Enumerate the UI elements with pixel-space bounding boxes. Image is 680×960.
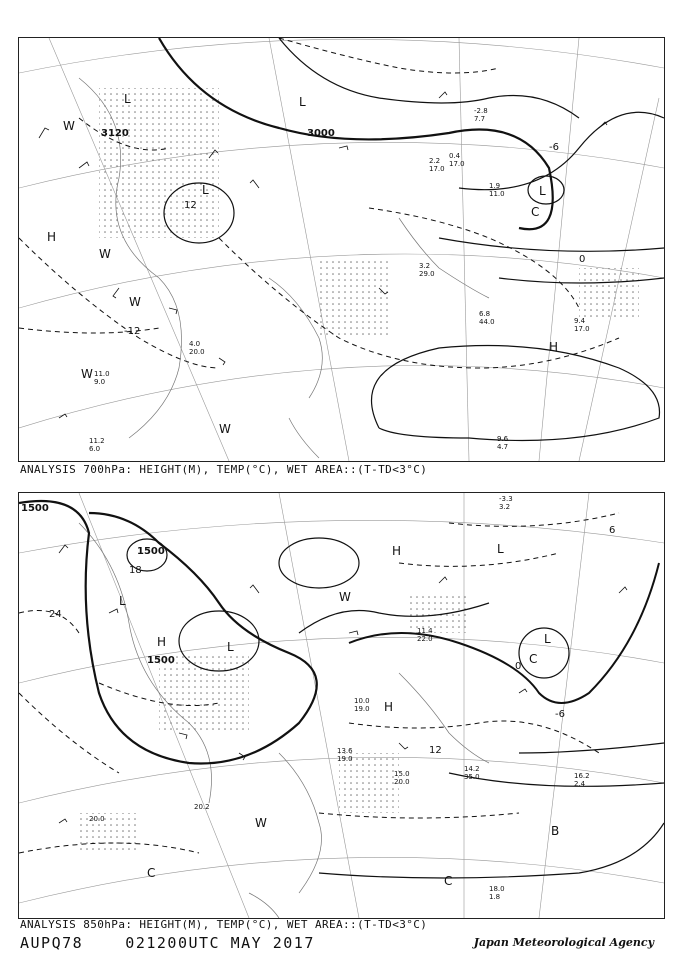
station-value: -2.8 bbox=[474, 107, 488, 115]
contour-label: 3000 bbox=[307, 128, 335, 139]
station-value: 2.2 bbox=[429, 157, 441, 165]
contour-label: 1500 bbox=[147, 655, 175, 666]
contour-label: 6 bbox=[609, 525, 616, 536]
station-value: 1.8 bbox=[489, 893, 501, 901]
station-value: 17.0 bbox=[449, 160, 465, 168]
low-center: L bbox=[497, 542, 504, 556]
contour-label: -12 bbox=[124, 326, 141, 337]
station-value: 6.0 bbox=[89, 445, 101, 453]
low-center: L bbox=[202, 183, 209, 197]
station-value: 18.0 bbox=[489, 885, 505, 893]
map-panel-850hpa bbox=[18, 492, 665, 919]
high-center: H bbox=[549, 340, 559, 354]
high-center: H bbox=[157, 635, 167, 649]
high-center: H bbox=[47, 230, 57, 244]
contour-label: 3120 bbox=[101, 128, 129, 139]
high-center: H bbox=[392, 544, 402, 558]
map-700hpa bbox=[19, 38, 664, 461]
station-value: 7.7 bbox=[474, 115, 486, 123]
warm-center: W bbox=[99, 247, 111, 261]
station-value: 19.0 bbox=[337, 755, 353, 763]
map-850hpa bbox=[19, 493, 664, 918]
low-center: L bbox=[227, 640, 234, 654]
station-value: 11.0 bbox=[489, 190, 505, 198]
station-value: 3.2 bbox=[419, 262, 431, 270]
contour-label: 1500 bbox=[21, 503, 49, 514]
low-center: L bbox=[544, 632, 551, 646]
station-value: 19.0 bbox=[354, 705, 370, 713]
station-value: -3.3 bbox=[499, 495, 513, 503]
station-value: 9.6 bbox=[497, 435, 509, 443]
station-value: 9.4 bbox=[574, 317, 586, 325]
station-value: 14.2 bbox=[464, 765, 480, 773]
warm-center: W bbox=[63, 119, 75, 133]
station-value: 17.0 bbox=[574, 325, 590, 333]
lower-panel-caption: ANALYSIS 850hPa: HEIGHT(M), TEMP(°C), WET AREA::(T-TD<3°C) bbox=[20, 918, 428, 931]
warm-center: W bbox=[339, 590, 351, 604]
contour-label: 0 bbox=[515, 661, 522, 672]
station-value: 1.9 bbox=[489, 182, 501, 190]
low-center: L bbox=[119, 594, 126, 608]
low-center: L bbox=[539, 184, 546, 198]
contour-label: 18 bbox=[129, 565, 142, 576]
station-value: 44.0 bbox=[479, 318, 495, 326]
warm-center: W bbox=[81, 367, 93, 381]
station-value: 20.0 bbox=[394, 778, 410, 786]
station-value: 20.0 bbox=[189, 348, 205, 356]
high-center: H bbox=[384, 700, 394, 714]
contour-label: 0 bbox=[579, 254, 586, 265]
upper-panel-caption: ANALYSIS 700hPa: HEIGHT(M), TEMP(°C), WET AREA::(T-TD<3°C) bbox=[20, 463, 428, 476]
station-value: 35.0 bbox=[464, 773, 480, 781]
low-center: L bbox=[299, 95, 306, 109]
station-value: 4.7 bbox=[497, 443, 509, 451]
contour-label: 24 bbox=[49, 609, 62, 620]
station-value: 3.2 bbox=[499, 503, 511, 511]
station-value: 6.8 bbox=[479, 310, 491, 318]
station-value: 11.2 bbox=[89, 437, 105, 445]
station-value: 13.6 bbox=[337, 747, 353, 755]
station-value: 9.0 bbox=[94, 378, 106, 386]
cold-center: C bbox=[531, 205, 540, 219]
station-value: 15.0 bbox=[394, 770, 410, 778]
station-value: 20.0 bbox=[89, 815, 105, 823]
map-panel-700hpa bbox=[18, 37, 665, 462]
chart-code: AUPQ78 021200UTC MAY 2017 bbox=[20, 934, 315, 952]
warm-center: W bbox=[219, 422, 231, 436]
station-value: 20.2 bbox=[194, 803, 210, 811]
low-center: L bbox=[124, 92, 131, 106]
station-value: 22.0 bbox=[417, 635, 433, 643]
station-value: 10.0 bbox=[354, 697, 370, 705]
contour-label: -6 bbox=[549, 142, 559, 153]
station-value: 2.4 bbox=[574, 780, 586, 788]
contour-label: -6 bbox=[555, 709, 565, 720]
cold-center: C bbox=[529, 652, 538, 666]
b-center: B bbox=[551, 824, 560, 838]
contour-label: 12 bbox=[429, 745, 442, 756]
station-value: 16.2 bbox=[574, 772, 590, 780]
agency-name: Japan Meteorological Agency bbox=[473, 936, 654, 949]
contour-label: 12 bbox=[184, 200, 197, 211]
station-value: 29.0 bbox=[419, 270, 435, 278]
station-value: 4.0 bbox=[189, 340, 201, 348]
station-value: 0.4 bbox=[449, 152, 461, 160]
cold-center: C bbox=[444, 874, 453, 888]
contour-label: 1500 bbox=[137, 546, 165, 557]
warm-center: W bbox=[129, 295, 141, 309]
station-value: 11.4 bbox=[417, 627, 433, 635]
station-value: 17.0 bbox=[429, 165, 445, 173]
cold-center: C bbox=[147, 866, 156, 880]
warm-center: W bbox=[255, 816, 267, 830]
station-value: 11.0 bbox=[94, 370, 110, 378]
